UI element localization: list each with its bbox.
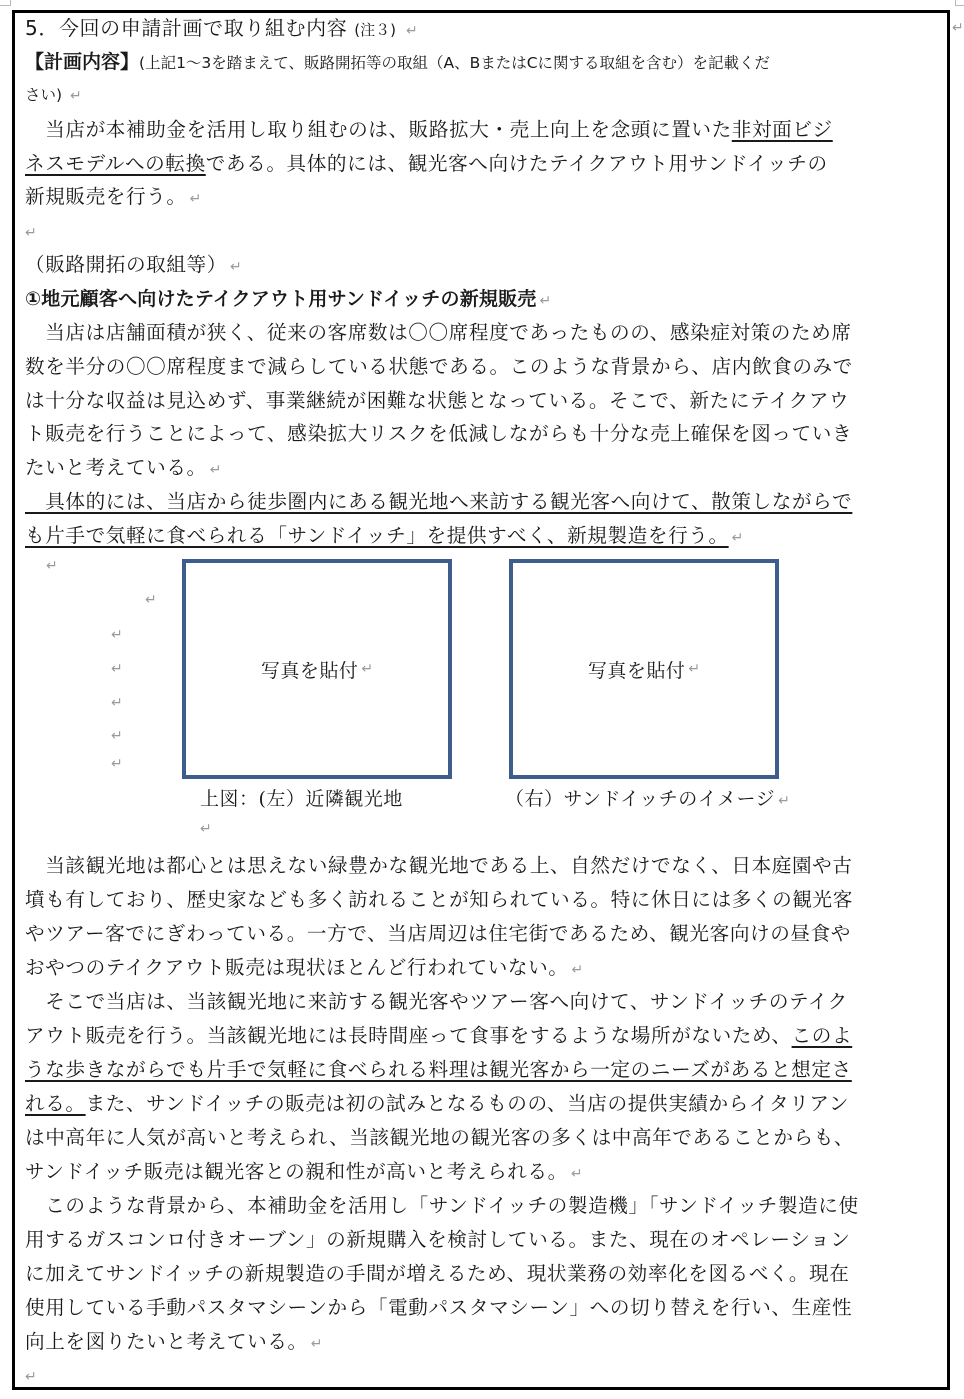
underlined-text: れる。	[25, 1092, 86, 1115]
instruction-line-1[interactable]	[25, 45, 770, 80]
paragraph-mark: ↵	[111, 627, 123, 643]
paragraph-text: 用するガスコンロ付きオーブン」の新規購入を検討している。また、現在のオペレーション	[25, 1228, 851, 1251]
paragraph-mark: ↵	[405, 23, 419, 39]
paragraph-mark: ↵	[731, 530, 744, 546]
photo-placeholder-label: 写真を貼付	[260, 659, 359, 682]
intro-text: 新規販売を行う。	[25, 185, 187, 208]
paragraph-text: おやつのテイクアウト販売は現状ほとんど行われていない。	[25, 956, 569, 979]
paragraph-text: アウト販売を行う。当該観光地には長時間座って食事をするような場所がないため、	[25, 1024, 792, 1047]
margin-guide-tick-right	[955, 0, 956, 6]
paragraph-mark: ↵	[310, 1336, 324, 1352]
paragraph-mark: ↵	[688, 661, 701, 677]
paragraph-mark: ↵	[111, 728, 123, 744]
paragraph-mark: ↵	[189, 191, 202, 207]
instruction-text-cont: さい)	[25, 86, 63, 104]
paragraph-text: たいと考えている。	[25, 456, 207, 479]
item-title-text: ①地元顧客へ向けたテイクアウト用サンドイッチの新規販売	[25, 288, 537, 310]
paragraph-text: このような背景から、本補助金を活用し「サンドイッチの製造機」「サンドイッチ製造に使	[25, 1194, 859, 1217]
paragraph-text: 墳も有しており、歴史家なども多く訪れることが知られている。特に休日には多くの観光客	[25, 888, 853, 911]
paragraph4-line-2[interactable]	[25, 1019, 852, 1053]
intro-underlined-text: 非対面ビジ	[731, 118, 833, 141]
empty-paragraph-end[interactable]	[25, 1358, 37, 1394]
margin-guide-left	[0, 5, 10, 6]
paragraph5-line-5[interactable]	[25, 1325, 323, 1361]
intro-underlined-text: ネスモデルへの転換	[25, 152, 206, 175]
paragraph4-line-1[interactable]	[25, 985, 848, 1019]
paragraph-mark: ↵	[229, 259, 243, 275]
paragraph-text: そこで当店は、当該観光地に来訪する観光客やツアー客へ向けて、サンドイッチのテイク	[25, 990, 848, 1013]
paragraph-mark: ↵	[539, 293, 552, 309]
caption-left[interactable]	[200, 784, 403, 811]
paragraph-mark: ↵	[111, 661, 123, 677]
intro-text: である。具体的には、観光客へ向けたテイクアウト用サンドイッチの	[205, 152, 828, 175]
paragraph2-line-1[interactable]	[25, 485, 852, 519]
paragraph5-line-3[interactable]	[25, 1257, 849, 1291]
paragraph-mark: ↵	[111, 756, 123, 772]
section-title: 5．今回の申請計画で取り組む内容	[25, 16, 348, 40]
instruction-text: (上記1～3を踏まえて、販路開拓等の取組（A、BまたはCに関する取組を含む）を記載くだ	[139, 54, 771, 72]
paragraph-text: 当該観光地は都心とは思えない緑豊かな観光地である上、自然だけでなく、日本庭園や古	[25, 854, 853, 877]
paragraph-mark: ↵	[778, 793, 791, 809]
paragraph-mark: ↵	[200, 821, 212, 837]
paragraph4-line-4[interactable]	[25, 1087, 849, 1121]
paragraph4-line-6[interactable]	[25, 1155, 583, 1191]
paragraph-mark: ↵	[361, 661, 374, 677]
section-note: (注３)	[354, 21, 397, 39]
paragraph4-line-5[interactable]	[25, 1121, 854, 1155]
caption-right[interactable]	[505, 784, 790, 811]
paragraph-text: 数を半分の〇〇席程度まで減らしている状態である。このような背景から、店内飲食のみで	[25, 355, 853, 378]
subheading[interactable]	[25, 248, 242, 284]
paragraph5-line-4[interactable]	[25, 1291, 852, 1325]
underlined-text: このよ	[791, 1024, 853, 1047]
paragraph3-line-4[interactable]	[25, 951, 584, 987]
empty-paragraph[interactable]	[25, 214, 37, 250]
paragraph4-line-3[interactable]	[25, 1053, 852, 1087]
paragraph-mark: ↵	[70, 88, 82, 104]
subheading-text: （販路開拓の取組等）	[25, 253, 227, 276]
intro-line-2[interactable]	[25, 147, 828, 181]
paragraph-mark: ↵	[25, 225, 38, 241]
paragraph-text: 向上を図りたいと考えている。	[25, 1330, 308, 1353]
paragraph-text: ト販売を行うことによって、感染拡大リスクを低減しながらも十分な売上確保を図っていき	[25, 422, 853, 445]
item-title[interactable]	[25, 282, 551, 318]
margin-guide-right	[955, 5, 964, 6]
underlined-text: も片手で気軽に食べられる「サンドイッチ」を提供すべく、新規製造を行う。	[25, 524, 729, 547]
underlined-text: 具体的には、当店から徒歩圏内にある観光地へ来訪する観光客へ向けて、散策しながらで	[25, 490, 853, 513]
paragraph-mark: ↵	[111, 695, 123, 711]
paragraph-mark: ↵	[145, 592, 157, 608]
paragraph-text: また、サンドイッチの販売は初の試みとなるものの、当店の提供実績からイタリアン	[85, 1092, 850, 1115]
paragraph5-line-1[interactable]	[25, 1189, 859, 1223]
paragraph3-line-2[interactable]	[25, 883, 853, 917]
photo-placeholder-right[interactable]	[509, 559, 779, 779]
paragraph1-line-4[interactable]	[25, 417, 852, 451]
page-edge-guide	[0, 0, 964, 6]
instruction-label: 【計画内容】	[25, 51, 140, 73]
intro-line-3[interactable]	[25, 180, 202, 216]
paragraph-mark: ↵	[571, 962, 584, 978]
caption-left-text: 上図：(左）近隣観光地	[200, 788, 403, 810]
section-heading[interactable]	[25, 11, 418, 48]
paragraph-text: やツアー客でにぎわっている。一方で、当店周辺は住宅街であるため、観光客向けの昼食や	[25, 922, 851, 945]
paragraph-text: は中高年に人気が高いと考えられ、当該観光地の観光客の多くは中高年であることからも、	[25, 1126, 855, 1149]
paragraph-mark: ↵	[209, 462, 223, 478]
paragraph-text: サンドイッチ販売は観光客との親和性が高いと考えられる。	[25, 1160, 568, 1183]
photo-placeholder-left[interactable]	[182, 559, 452, 779]
paragraph-mark-outside: ↵	[952, 20, 964, 36]
margin-guide-tick-left	[10, 0, 11, 6]
instruction-line-2[interactable]	[25, 78, 82, 113]
paragraph-text: は十分な収益は見込めず、事業継続が困難な状態となっている。そこで、新たにテイクアウ	[25, 389, 850, 412]
paragraph-text: に加えてサンドイッチの新規製造の手間が増えるため、現状業務の効率化を図るべく。現在	[25, 1262, 850, 1285]
paragraph1-line-3[interactable]	[25, 384, 849, 418]
paragraph-mark: ↵	[25, 1369, 38, 1385]
paragraph2-line-2[interactable]	[25, 519, 744, 555]
caption-right-text: （右）サンドイッチのイメージ	[505, 788, 776, 810]
paragraph-text: 当店は店舗面積が狭く、従来の客席数は〇〇席程度であったものの、感染症対策のため席	[25, 321, 852, 344]
paragraph1-line-1[interactable]	[25, 316, 852, 350]
intro-text: 当店が本補助金を活用し取り組むのは、販路拡大・売上向上を念頭に置いた	[25, 118, 732, 141]
photo-placeholder-label: 写真を貼付	[587, 659, 686, 682]
paragraph3-line-1[interactable]	[25, 849, 853, 883]
paragraph-mark: ↵	[570, 1166, 584, 1182]
paragraph3-line-3[interactable]	[25, 917, 851, 951]
paragraph1-line-5[interactable]	[25, 451, 222, 487]
paragraph-mark: ↵	[46, 558, 58, 574]
paragraph1-line-2[interactable]	[25, 350, 853, 384]
intro-line-1[interactable]	[25, 113, 833, 147]
paragraph-text: 使用している手動パスタマシーンから「電動パスタマシーン」への切り替えを行い、生産性	[25, 1296, 853, 1319]
underlined-text: うな歩きながらでも片手で気軽に食べられる料理は観光客から一定のニーズがあると想定さ	[25, 1058, 852, 1081]
paragraph5-line-2[interactable]	[25, 1223, 850, 1257]
